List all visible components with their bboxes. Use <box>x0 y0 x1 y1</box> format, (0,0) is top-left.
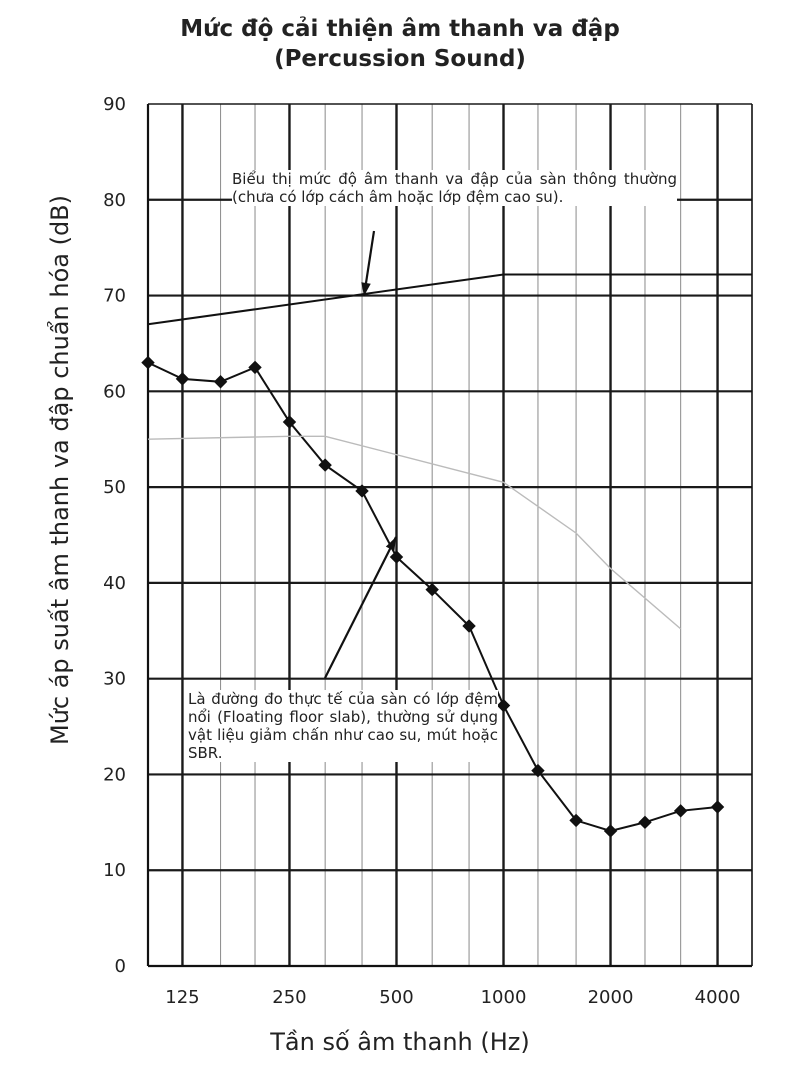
y-tick-label: 40 <box>103 572 126 594</box>
y-tick-label: 60 <box>103 381 126 403</box>
y-tick-label: 90 <box>103 94 126 115</box>
chart-title: Mức độ cải thiện âm thanh va đập <box>180 16 620 42</box>
x-axis-label: Tần số âm thanh (Hz) <box>270 1028 530 1056</box>
annotation-normal-floor: Biểu thị mức độ âm thanh va đập của sàn thông thường (chưa có lớp cách âm hoặc lớp đệm cao su). <box>232 170 677 206</box>
chart-subtitle: (Percussion Sound) <box>274 46 526 72</box>
data-point <box>249 361 261 373</box>
x-tick-label: 250 <box>272 987 307 1008</box>
x-tick-label: 125 <box>165 987 200 1008</box>
y-axis-label: Mức áp suất âm thanh va đập chuẩn hóa (dB) <box>46 194 74 746</box>
y-tick-label: 50 <box>103 477 126 499</box>
data-point <box>176 373 188 385</box>
data-point <box>605 825 617 837</box>
y-tick-label: 10 <box>103 860 126 882</box>
data-point <box>675 805 687 817</box>
y-tick-label: 30 <box>103 668 126 690</box>
data-point <box>639 816 651 828</box>
x-tick-label: 500 <box>379 987 414 1008</box>
y-tick-label: 70 <box>103 285 126 307</box>
y-tick-label: 80 <box>103 189 126 211</box>
annotation-arrow-floating <box>325 537 396 678</box>
annotation-floating-floor: Là đường đo thực tế của sàn có lớp đệm nổi (Floating floor slab), thường sử dụng vật liệu giảm chấn như cao su, mút hoặc SBR. <box>188 690 498 762</box>
y-tick-label: 20 <box>103 764 126 786</box>
x-tick-label: 2000 <box>587 987 634 1008</box>
data-point <box>712 801 724 813</box>
series-line-3 <box>148 436 681 629</box>
series-line-1 <box>148 275 752 325</box>
x-tick-label: 4000 <box>694 987 741 1008</box>
x-tick-label: 1000 <box>480 987 527 1008</box>
data-point <box>142 357 154 369</box>
data-point <box>215 376 227 388</box>
data-point <box>498 699 510 711</box>
y-tick-label: 0 <box>114 956 126 977</box>
